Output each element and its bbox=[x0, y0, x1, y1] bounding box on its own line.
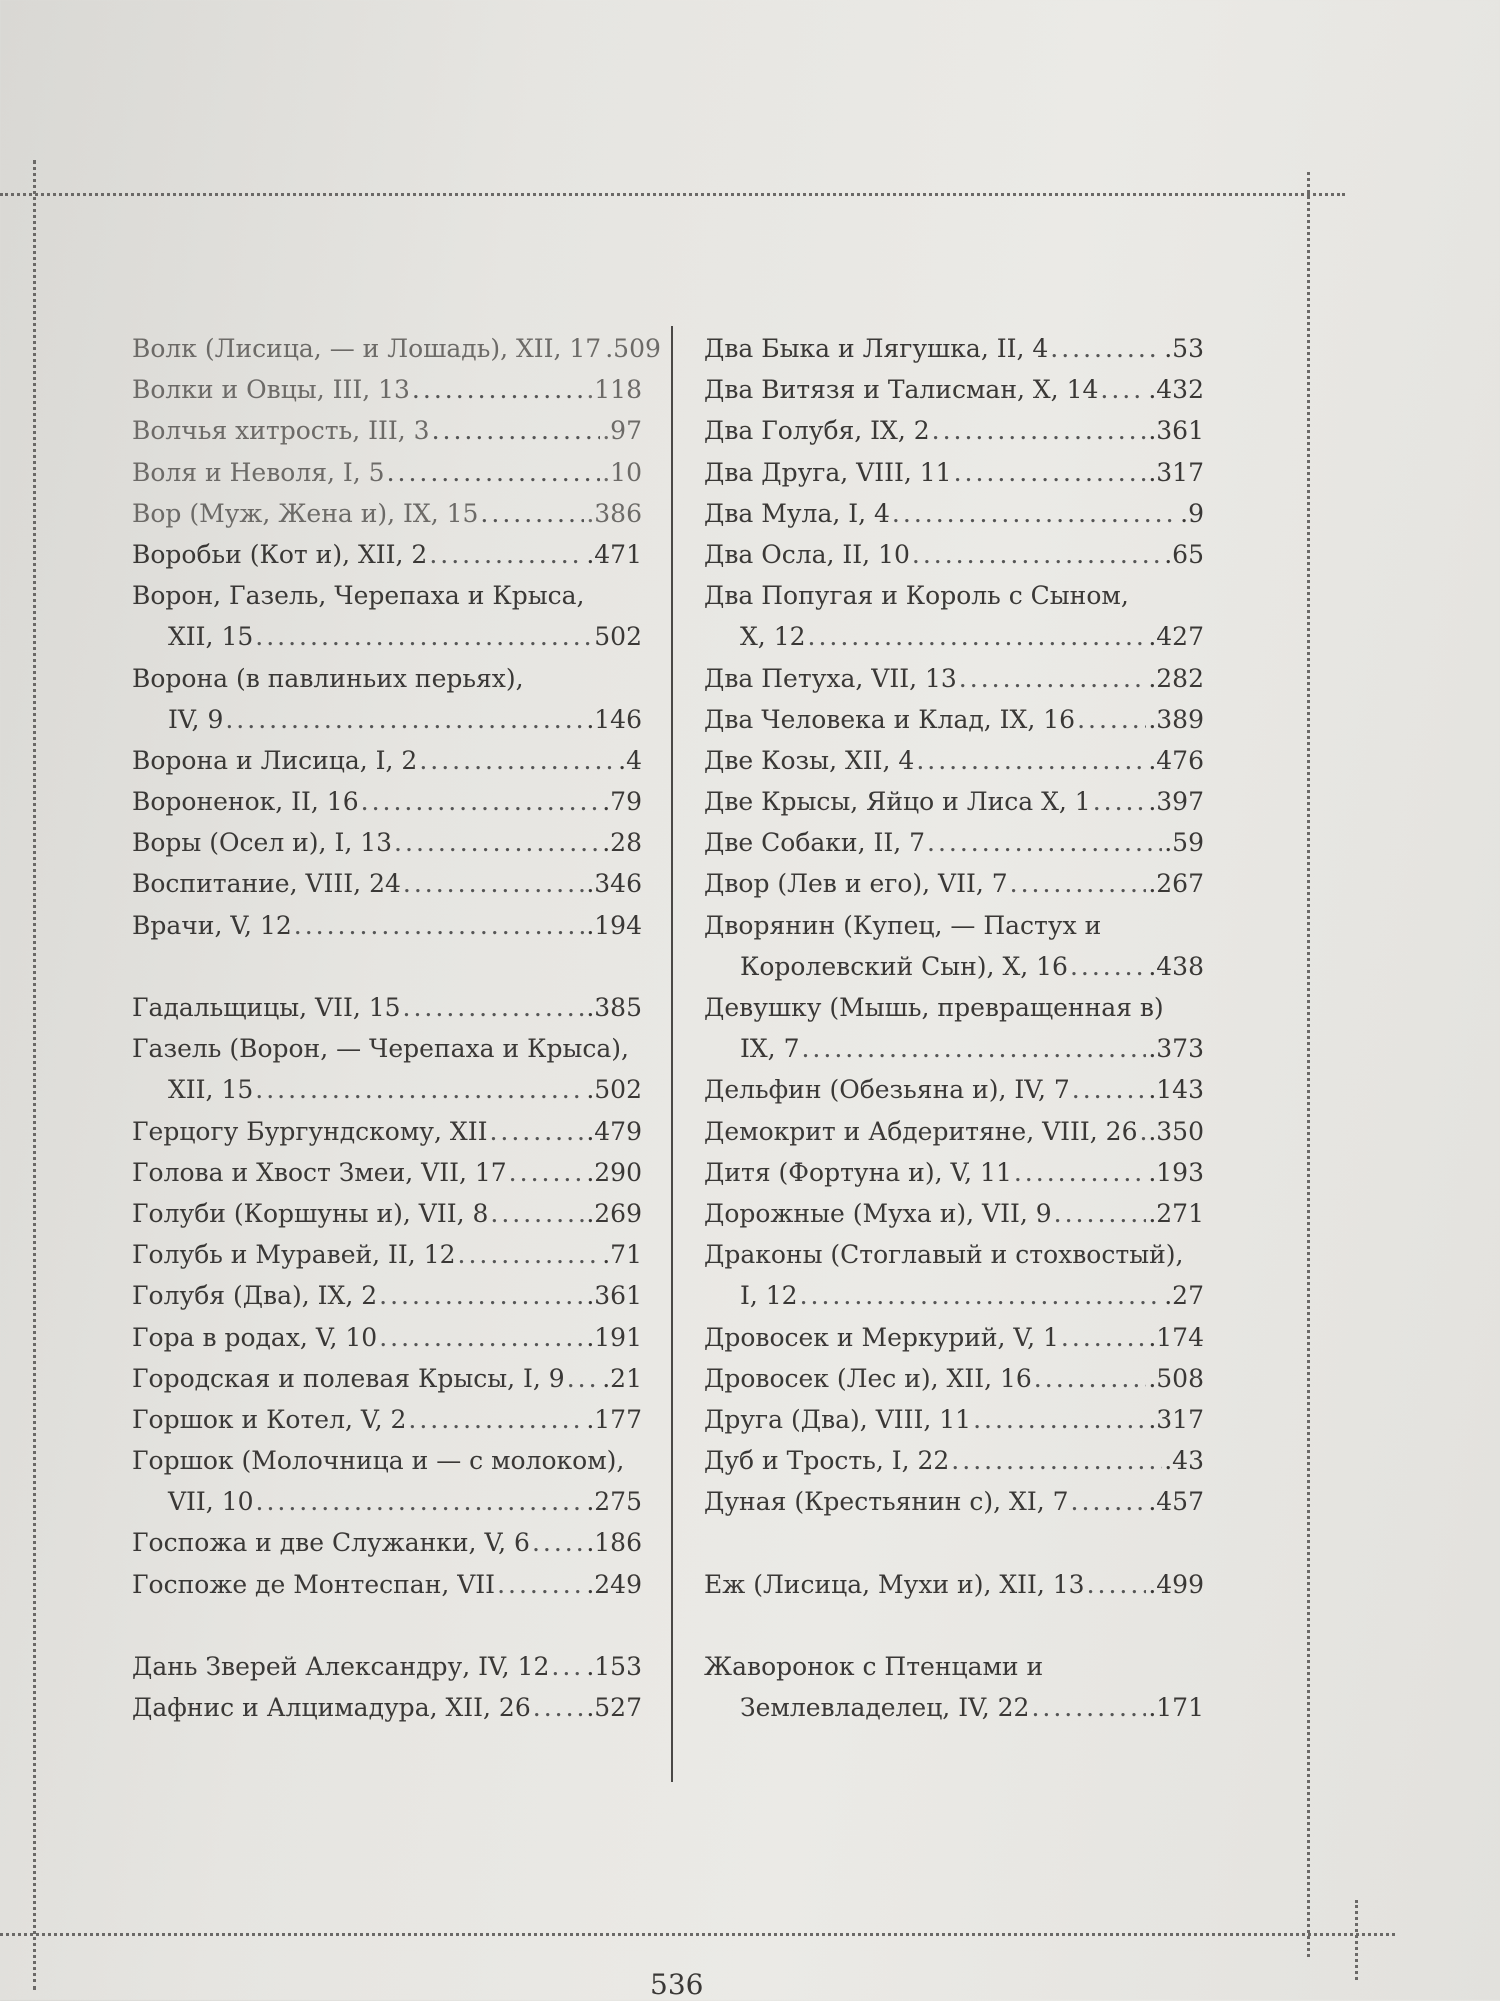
index-entry bbox=[132, 1564, 642, 1605]
entry-page-number: .502 bbox=[586, 1075, 642, 1105]
entry-title: Ворон, Газель, Черепаха и Крыса, bbox=[132, 581, 585, 611]
index-entry bbox=[704, 1687, 1204, 1728]
entry-page-number: .9 bbox=[1180, 498, 1204, 528]
dot-leader bbox=[1100, 369, 1146, 410]
entry-page-number: .350 bbox=[1148, 1116, 1204, 1146]
entry-page-number: .267 bbox=[1148, 869, 1204, 899]
index-entry bbox=[704, 1193, 1204, 1234]
index-entry bbox=[132, 493, 642, 534]
index-entry bbox=[132, 534, 642, 575]
index-entry bbox=[132, 1234, 642, 1275]
dot-leader bbox=[432, 410, 601, 451]
frame-bottom-border bbox=[0, 1933, 1395, 1936]
entry-title: Землевладелец, IV, 22 bbox=[740, 1693, 1030, 1723]
entry-page-number: .476 bbox=[1148, 745, 1204, 775]
entry-page-number: .153 bbox=[586, 1652, 642, 1681]
index-entry bbox=[704, 863, 1204, 904]
dot-leader bbox=[394, 822, 600, 863]
entry-page-number: .479 bbox=[586, 1116, 642, 1146]
entry-page-number: .432 bbox=[1148, 375, 1204, 405]
section-gap bbox=[132, 1605, 642, 1646]
dot-leader bbox=[1071, 1481, 1147, 1522]
index-entry bbox=[132, 1069, 642, 1110]
index-entry bbox=[704, 1275, 1204, 1316]
entry-page-number: .4 bbox=[618, 745, 642, 775]
entry-title: Волк (Лисица, — и Лошадь), XII, 17 bbox=[132, 334, 602, 363]
dot-leader bbox=[1031, 1687, 1146, 1728]
index-column-right bbox=[704, 328, 1204, 1728]
index-entry bbox=[132, 1193, 642, 1234]
entry-title: Двор (Лев и его), VII, 7 bbox=[704, 869, 1008, 899]
dot-leader bbox=[294, 905, 585, 946]
dot-leader bbox=[1072, 1069, 1147, 1110]
index-entry bbox=[704, 699, 1204, 740]
entry-title: IV, 9 bbox=[168, 704, 224, 734]
index-entry bbox=[132, 863, 642, 904]
index-entry bbox=[132, 740, 642, 781]
dot-leader bbox=[932, 410, 1147, 451]
index-entry bbox=[704, 1646, 1204, 1687]
entry-page-number: .174 bbox=[1148, 1322, 1204, 1352]
entry-title: Волчья хитрость, III, 3 bbox=[132, 416, 430, 446]
entry-page-number: .146 bbox=[586, 704, 642, 734]
entry-title: Дворянин (Купец, — Пастух и bbox=[704, 910, 1102, 940]
entry-title: Дельфин (Обезьяна и), IV, 7 bbox=[704, 1075, 1070, 1105]
dot-leader bbox=[379, 1275, 584, 1316]
index-entry bbox=[704, 1111, 1204, 1152]
index-entry bbox=[704, 1028, 1204, 1069]
dot-leader bbox=[912, 534, 1162, 575]
entry-page-number: .28 bbox=[602, 828, 642, 858]
entry-page-number: .385 bbox=[586, 993, 642, 1022]
entry-page-number: .21 bbox=[602, 1363, 642, 1393]
entry-title: Две Козы, XII, 4 bbox=[704, 745, 915, 775]
frame-right-border bbox=[1307, 172, 1310, 1957]
dot-leader bbox=[419, 740, 616, 781]
index-entry bbox=[132, 822, 642, 863]
entry-page-number: .43 bbox=[1164, 1446, 1204, 1476]
index-entry bbox=[132, 905, 642, 946]
entry-title: Горшок и Котел, V, 2 bbox=[132, 1404, 407, 1434]
index-entry bbox=[704, 1152, 1204, 1193]
entry-title: Две Собаки, II, 7 bbox=[704, 828, 926, 858]
dot-leader bbox=[1010, 863, 1147, 904]
index-entry bbox=[704, 369, 1204, 410]
dot-leader bbox=[1077, 699, 1146, 740]
entry-title: Голубь и Муравей, II, 12 bbox=[132, 1240, 456, 1270]
entry-title: Госпоже де Монтеспан, VII bbox=[132, 1569, 496, 1599]
dot-leader bbox=[916, 740, 1146, 781]
entry-title: Два Попугая и Король с Сыном, bbox=[704, 581, 1129, 611]
entry-title: Вор (Муж, Жена и), IX, 15 bbox=[132, 498, 479, 528]
dot-leader bbox=[959, 658, 1147, 699]
entry-page-number: .389 bbox=[1148, 704, 1204, 734]
entry-page-number: .79 bbox=[602, 787, 642, 817]
dot-leader bbox=[509, 1152, 585, 1193]
dot-leader bbox=[403, 987, 585, 1028]
index-entry bbox=[704, 905, 1204, 946]
entry-title: Дуб и Трость, I, 22 bbox=[704, 1446, 950, 1476]
dot-leader bbox=[951, 1440, 1162, 1481]
entry-page-number: .438 bbox=[1148, 951, 1204, 981]
entry-page-number: .457 bbox=[1148, 1487, 1204, 1517]
index-entry bbox=[132, 328, 661, 369]
entry-page-number: .509 bbox=[605, 334, 661, 363]
entry-title: Дафнис и Алцимадура, XII, 26 bbox=[132, 1693, 531, 1723]
dot-leader bbox=[800, 1275, 1163, 1316]
dot-leader bbox=[429, 534, 584, 575]
entry-page-number: .71 bbox=[602, 1240, 642, 1270]
dot-leader bbox=[567, 1358, 601, 1399]
entry-title: I, 12 bbox=[740, 1281, 798, 1311]
index-entry bbox=[132, 410, 642, 451]
entry-page-number: .361 bbox=[586, 1281, 642, 1311]
index-entry bbox=[132, 781, 642, 822]
dot-leader bbox=[497, 1564, 584, 1605]
entry-page-number: .118 bbox=[586, 375, 642, 405]
entry-title: Врачи, V, 12 bbox=[132, 910, 292, 940]
dot-leader bbox=[1070, 946, 1146, 987]
index-entry bbox=[132, 1152, 642, 1193]
index-entry bbox=[704, 658, 1204, 699]
dot-leader bbox=[1093, 781, 1147, 822]
entry-title: Воспитание, VIII, 24 bbox=[132, 869, 401, 899]
index-entry bbox=[704, 534, 1204, 575]
index-entry bbox=[704, 616, 1204, 657]
entry-title: Волки и Овцы, III, 13 bbox=[132, 375, 410, 405]
dot-leader bbox=[412, 369, 584, 410]
frame-top-border bbox=[0, 193, 1345, 196]
dot-leader bbox=[1061, 1317, 1146, 1358]
entry-page-number: .191 bbox=[586, 1322, 642, 1352]
index-entry bbox=[132, 1275, 642, 1316]
entry-title: Жаворонок с Птенцами и bbox=[704, 1652, 1044, 1681]
entry-title: Голуби (Коршуны и), VII, 8 bbox=[132, 1198, 489, 1228]
index-entry bbox=[132, 1028, 642, 1069]
entry-page-number: .397 bbox=[1148, 787, 1204, 817]
entry-page-number: .177 bbox=[586, 1404, 642, 1434]
index-entry bbox=[704, 1399, 1204, 1440]
entry-title: Ворона и Лисица, I, 2 bbox=[132, 745, 418, 775]
frame-left-border bbox=[33, 160, 36, 1990]
dot-leader bbox=[361, 781, 601, 822]
entry-title: Два Петуха, VII, 13 bbox=[704, 663, 957, 693]
index-entry bbox=[704, 1481, 1204, 1522]
dot-leader bbox=[1139, 1111, 1146, 1152]
entry-title: Драконы (Стоглавый и стохвостый), bbox=[704, 1240, 1184, 1270]
entry-page-number: .427 bbox=[1148, 622, 1204, 652]
entry-title: Воры (Осел и), I, 13 bbox=[132, 828, 393, 858]
dot-leader bbox=[458, 1234, 601, 1275]
entry-page-number: .53 bbox=[1164, 334, 1204, 363]
index-entry bbox=[132, 987, 642, 1028]
index-entry bbox=[132, 1399, 642, 1440]
index-entry bbox=[704, 822, 1204, 863]
index-entry bbox=[704, 1564, 1204, 1605]
entry-page-number: .10 bbox=[602, 457, 642, 487]
dot-leader bbox=[1087, 1564, 1147, 1605]
entry-title: Два Мула, I, 4 bbox=[704, 498, 890, 528]
entry-page-number: .65 bbox=[1164, 539, 1204, 569]
entry-page-number: .97 bbox=[602, 416, 642, 446]
dot-leader bbox=[489, 1111, 584, 1152]
entry-title: Герцогу Бургундскому, XII bbox=[132, 1116, 488, 1146]
dot-leader bbox=[408, 1399, 584, 1440]
entry-title: Госпожа и две Служанки, V, 6 bbox=[132, 1528, 530, 1558]
entry-page-number: .193 bbox=[1148, 1157, 1204, 1187]
entry-title: Королевский Сын), X, 16 bbox=[740, 951, 1068, 981]
entry-page-number: .499 bbox=[1148, 1569, 1204, 1599]
section-gap bbox=[132, 946, 642, 987]
index-entry bbox=[704, 575, 1204, 616]
index-entry bbox=[132, 1522, 642, 1563]
entry-page-number: .317 bbox=[1148, 1404, 1204, 1434]
entry-title: Два Голубя, IX, 2 bbox=[704, 416, 930, 446]
dot-leader bbox=[954, 452, 1147, 493]
index-entry bbox=[132, 1317, 642, 1358]
index-entry bbox=[132, 699, 642, 740]
dot-leader bbox=[808, 616, 1147, 657]
entry-title: Дань Зверей Александру, IV, 12 bbox=[132, 1652, 550, 1681]
entry-title: Два Витязя и Талисман, X, 14 bbox=[704, 375, 1099, 405]
dot-leader bbox=[801, 1028, 1146, 1069]
entry-title: Дровосек (Лес и), XII, 16 bbox=[704, 1363, 1032, 1393]
index-entry bbox=[132, 452, 642, 493]
index-entry bbox=[704, 1234, 1204, 1275]
index-entry bbox=[132, 1358, 642, 1399]
entry-page-number: .386 bbox=[586, 498, 642, 528]
entry-page-number: .186 bbox=[586, 1528, 642, 1558]
page-number: 536 bbox=[650, 1968, 704, 2001]
entry-page-number: .171 bbox=[1148, 1693, 1204, 1723]
dot-leader bbox=[490, 1193, 584, 1234]
dot-leader bbox=[1054, 1193, 1147, 1234]
entry-page-number: .317 bbox=[1148, 457, 1204, 487]
entry-page-number: .508 bbox=[1148, 1363, 1204, 1393]
dot-leader bbox=[480, 493, 584, 534]
entry-page-number: .27 bbox=[1164, 1281, 1204, 1311]
index-entry bbox=[704, 740, 1204, 781]
entry-page-number: .282 bbox=[1148, 663, 1204, 693]
frame-right-outer-border bbox=[1355, 1900, 1358, 1980]
index-entry bbox=[132, 658, 642, 699]
entry-title: Воробьи (Кот и), XII, 2 bbox=[132, 539, 428, 569]
entry-page-number: .471 bbox=[586, 539, 642, 569]
entry-title: Девушку (Мышь, превращенная в) bbox=[704, 993, 1164, 1022]
dot-leader bbox=[533, 1687, 585, 1728]
index-entry bbox=[704, 1440, 1204, 1481]
dot-leader bbox=[551, 1646, 584, 1687]
index-entry bbox=[704, 987, 1204, 1028]
index-entry bbox=[704, 493, 1204, 534]
entry-title: Гора в родах, V, 10 bbox=[132, 1322, 378, 1352]
dot-leader bbox=[1050, 328, 1162, 369]
entry-title: Два Быка и Лягушка, II, 4 bbox=[704, 334, 1049, 363]
entry-page-number: 502 bbox=[594, 622, 642, 652]
dot-leader bbox=[255, 616, 592, 657]
entry-title: IX, 7 bbox=[740, 1034, 800, 1064]
dot-leader bbox=[403, 863, 584, 904]
dot-leader bbox=[379, 1317, 584, 1358]
entry-page-number: .143 bbox=[1148, 1075, 1204, 1105]
entry-page-number: .290 bbox=[586, 1157, 642, 1187]
entry-title: Друга (Два), VIII, 11 bbox=[704, 1404, 972, 1434]
index-entry bbox=[704, 946, 1204, 987]
index-entry bbox=[132, 1481, 642, 1522]
entry-title: Голубя (Два), IX, 2 bbox=[132, 1281, 378, 1311]
entry-title: Дуная (Крестьянин с), XI, 7 bbox=[704, 1487, 1069, 1517]
entry-title: Дитя (Фортуна и), V, 11 bbox=[704, 1157, 1012, 1187]
index-entry bbox=[704, 1358, 1204, 1399]
index-entry bbox=[704, 328, 1204, 369]
entry-page-number: .275 bbox=[586, 1487, 642, 1517]
index-entry bbox=[132, 1687, 642, 1728]
dot-leader bbox=[255, 1069, 584, 1110]
index-entry bbox=[704, 452, 1204, 493]
dot-leader bbox=[892, 493, 1178, 534]
index-entry bbox=[132, 1646, 642, 1687]
entry-title: Два Друга, VIII, 11 bbox=[704, 457, 952, 487]
index-entry bbox=[704, 410, 1204, 451]
entry-title: Две Крысы, Яйцо и Лиса X, 1 bbox=[704, 787, 1091, 817]
entry-title: Газель (Ворон, — Черепаха и Крыса), bbox=[132, 1034, 629, 1064]
entry-title: Дорожные (Муха и), VII, 9 bbox=[704, 1198, 1052, 1228]
entry-page-number: .249 bbox=[586, 1569, 642, 1599]
dot-leader bbox=[256, 1481, 585, 1522]
column-divider bbox=[671, 326, 673, 1782]
dot-leader bbox=[973, 1399, 1146, 1440]
index-entry bbox=[132, 1440, 642, 1481]
entry-title: Городская и полевая Крысы, I, 9 bbox=[132, 1363, 565, 1393]
entry-title: Голова и Хвост Змеи, VII, 17 bbox=[132, 1157, 507, 1187]
section-gap bbox=[704, 1522, 1204, 1563]
entry-page-number: .59 bbox=[1164, 828, 1204, 858]
index-entry bbox=[132, 1111, 642, 1152]
dot-leader bbox=[225, 699, 584, 740]
entry-title: Горшок (Молочница и — с молоком), bbox=[132, 1446, 625, 1476]
entry-title: Два Человека и Клад, IX, 16 bbox=[704, 704, 1076, 734]
index-entry bbox=[704, 1069, 1204, 1110]
dot-leader bbox=[1034, 1358, 1147, 1399]
entry-title: Вороненок, II, 16 bbox=[132, 787, 359, 817]
section-gap bbox=[704, 1605, 1204, 1646]
entry-title: Еж (Лисица, Мухи и), XII, 13 bbox=[704, 1569, 1085, 1599]
dot-leader bbox=[1014, 1152, 1146, 1193]
entry-page-number: .361 bbox=[1148, 416, 1204, 446]
entry-title: VII, 10 bbox=[168, 1487, 254, 1517]
index-entry bbox=[132, 575, 642, 616]
index-entry bbox=[704, 781, 1204, 822]
entry-page-number: .271 bbox=[1148, 1198, 1204, 1228]
dot-leader bbox=[532, 1522, 584, 1563]
entry-title: X, 12 bbox=[740, 622, 806, 652]
entry-page-number: .527 bbox=[586, 1693, 642, 1723]
entry-title: XII, 15 bbox=[168, 622, 254, 652]
entry-page-number: .373 bbox=[1148, 1034, 1204, 1064]
entry-title: Ворона (в павлиньих перьях), bbox=[132, 663, 524, 693]
dot-leader bbox=[387, 452, 601, 493]
entry-title: Воля и Неволя, I, 5 bbox=[132, 457, 385, 487]
entry-page-number: .346 bbox=[586, 869, 642, 899]
index-column-left bbox=[132, 328, 661, 1728]
index-entry bbox=[132, 616, 642, 657]
entry-title: Два Осла, II, 10 bbox=[704, 539, 910, 569]
dot-leader bbox=[927, 822, 1162, 863]
entry-title: Гадальщицы, VII, 15 bbox=[132, 993, 401, 1022]
entry-title: XII, 15 bbox=[168, 1075, 254, 1105]
entry-title: Дровосек и Меркурий, V, 1 bbox=[704, 1322, 1059, 1352]
index-entry bbox=[132, 369, 642, 410]
entry-page-number: .269 bbox=[586, 1198, 642, 1228]
index-entry bbox=[704, 1317, 1204, 1358]
entry-page-number: .194 bbox=[586, 910, 642, 940]
entry-title: Демокрит и Абдеритяне, VIII, 26 bbox=[704, 1116, 1138, 1146]
